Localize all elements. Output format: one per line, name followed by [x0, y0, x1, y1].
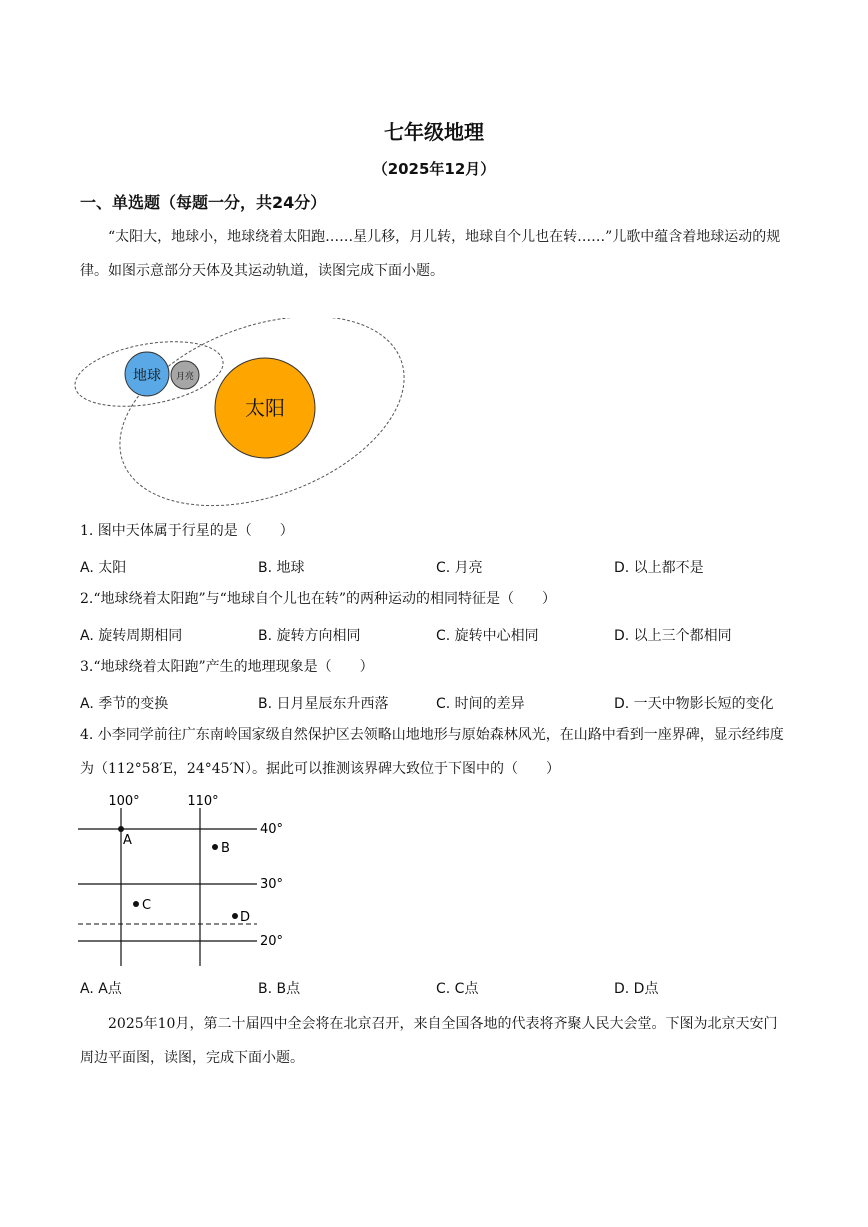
lon-label-100: 100° — [108, 794, 140, 809]
intro-paragraph-1: “太阳大，地球小，地球绕着太阳跑……星儿移，月儿转，地球自个儿也在转……”儿歌中蕴含着地球运动的规律。如图示意部分天体及其运动轨道，读图完成下面小题。 — [80, 229, 781, 279]
q3-option-a[interactable]: A. 季节的变换 — [80, 696, 169, 712]
point-c-dot — [133, 901, 139, 907]
q2-option-d[interactable]: D. 以上三个都相同 — [614, 628, 732, 644]
q4-option-b[interactable]: B. B点 — [258, 981, 301, 997]
sun-label: 太阳 — [245, 396, 285, 420]
section-heading: 一、单选题（每题一分，共24分） — [80, 193, 327, 212]
question-4: 4. 小李同学前往广东南岭国家级自然保护区去领略山地地形与原始森林风光，在山路中看到一座界碑，显示经纬度为（112°58′E，24°45′N）。据此可以推测该界碑大致位于下图中的（ ） — [80, 727, 784, 777]
earth-label: 地球 — [133, 368, 161, 384]
q4-option-a[interactable]: A. A点 — [80, 981, 122, 997]
q1-option-d[interactable]: D. 以上都不是 — [614, 560, 704, 576]
point-d-label: D — [240, 910, 251, 925]
q4-option-c[interactable]: C. C点 — [436, 981, 479, 997]
q1-option-c[interactable]: C. 月亮 — [436, 560, 483, 576]
point-a-dot — [118, 826, 124, 832]
point-d-dot — [232, 913, 238, 919]
q1-option-a[interactable]: A. 太阳 — [80, 560, 127, 576]
point-c-label: C — [142, 898, 152, 913]
point-a-label: A — [123, 833, 132, 848]
question-1: 1. 图中天体属于行星的是（ ） — [80, 523, 294, 539]
page-date: （2025年12月） — [372, 160, 496, 178]
q2-option-b[interactable]: B. 旋转方向相同 — [258, 628, 361, 644]
intro-paragraph-2: 2025年10月，第二十届四中全会将在北京召开，来自全国各地的代表将齐聚人民大会堂。下图为北京天安门周边平面图，读图，完成下面小题。 — [80, 1016, 778, 1066]
orbit-figure — [72, 318, 417, 508]
grid-figure — [72, 788, 292, 970]
question-2: 2.“地球绕着太阳跑”与“地球自个儿也在转”的两种运动的相同特征是（ ） — [80, 591, 556, 607]
question-3: 3.“地球绕着太阳跑”产生的地理现象是（ ） — [80, 659, 374, 675]
q3-option-b[interactable]: B. 日月星辰东升西落 — [258, 696, 389, 712]
q2-option-a[interactable]: A. 旋转周期相同 — [80, 628, 183, 644]
point-b-dot — [212, 844, 218, 850]
lon-label-110: 110° — [187, 794, 219, 809]
lat-label-40: 40° — [260, 822, 284, 837]
point-b-label: B — [221, 841, 230, 856]
lat-label-20: 20° — [260, 934, 284, 949]
page-title: 七年级地理 — [384, 120, 484, 144]
q1-option-b[interactable]: B. 地球 — [258, 560, 305, 576]
q3-option-c[interactable]: C. 时间的差异 — [436, 696, 525, 712]
q2-option-c[interactable]: C. 旋转中心相同 — [436, 628, 539, 644]
q3-option-d[interactable]: D. 一天中物影长短的变化 — [614, 696, 774, 712]
lat-label-30: 30° — [260, 877, 284, 892]
q4-option-d[interactable]: D. D点 — [614, 981, 659, 997]
moon-label: 月亮 — [175, 372, 195, 382]
